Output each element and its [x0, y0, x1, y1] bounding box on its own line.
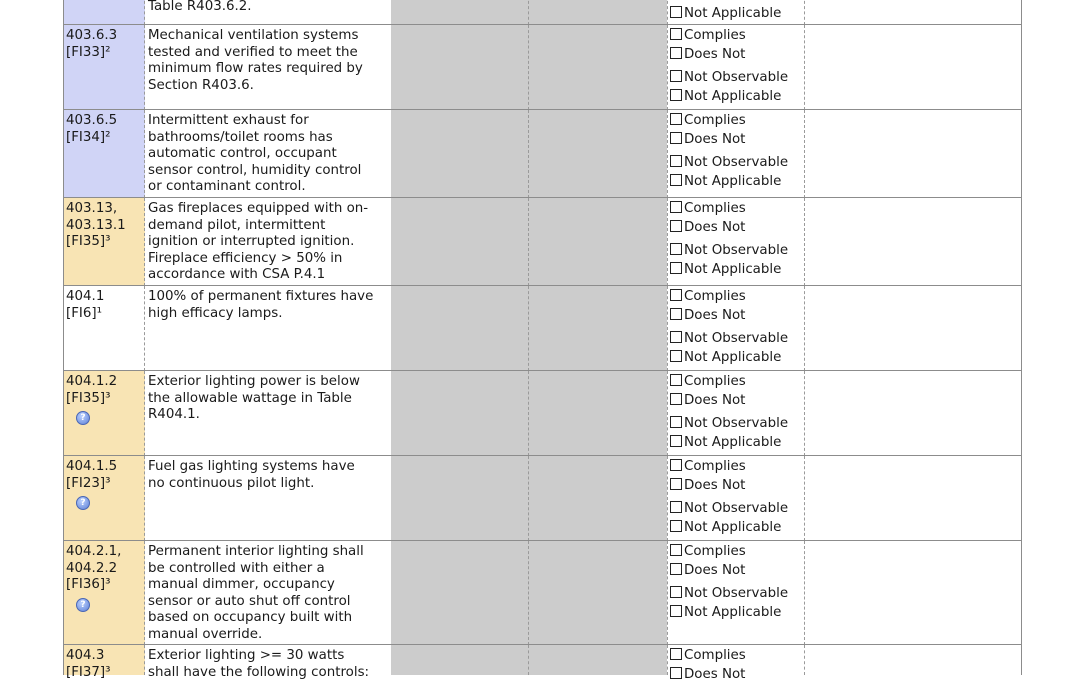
code-cell	[63, 25, 145, 110]
requirement-line: Intermittent exhaust for	[148, 113, 309, 128]
option-label: Does Not	[684, 563, 746, 578]
notes-cell[interactable]	[805, 371, 1022, 456]
option-does-not[interactable]	[670, 562, 745, 579]
requirement-line: demand pilot, intermittent	[148, 217, 326, 233]
row-divider	[63, 540, 1022, 541]
code-cell	[63, 286, 145, 371]
option-complies[interactable]	[670, 458, 746, 475]
requirement-line: accordance with CSA P.4.1	[148, 267, 326, 282]
checkbox[interactable]	[670, 113, 682, 125]
checkbox[interactable]	[670, 174, 682, 186]
shaded-cell	[529, 25, 667, 110]
option-not-applicable[interactable]	[670, 173, 781, 190]
notes-cell[interactable]	[805, 456, 1022, 541]
code-line: 404.1.2	[66, 374, 118, 389]
option-not-applicable[interactable]	[670, 434, 781, 451]
row-divider	[63, 644, 1022, 645]
notes-cell[interactable]	[805, 541, 1022, 645]
notes-cell[interactable]	[805, 110, 1022, 198]
row-divider	[63, 109, 1022, 110]
option-label: Not Observable	[684, 501, 789, 516]
option-label: Does Not	[684, 220, 746, 235]
checklist-row	[63, 371, 1022, 456]
option-label: Not Applicable	[684, 605, 782, 620]
option-label: Not Applicable	[684, 174, 782, 189]
checkbox[interactable]	[670, 243, 682, 255]
notes-cell[interactable]	[805, 0, 1022, 25]
status-cell	[667, 25, 805, 110]
option-label: Complies	[684, 201, 746, 216]
checkbox[interactable]	[670, 155, 682, 167]
shaded-cell	[529, 0, 667, 25]
shaded-cell	[529, 110, 667, 198]
requirement-cell	[145, 25, 391, 110]
requirement-line: based on occupancy built with	[148, 610, 353, 625]
code-line: 404.2.1,	[66, 544, 122, 559]
option-not-observable[interactable]	[670, 154, 788, 171]
checklist-row	[63, 456, 1022, 541]
requirement-cell	[145, 541, 391, 645]
checkbox[interactable]	[670, 289, 682, 301]
option-complies[interactable]	[670, 647, 746, 664]
shaded-cell	[529, 198, 667, 286]
option-not-observable[interactable]	[670, 242, 788, 259]
code-cell	[63, 198, 145, 286]
requirement-line: automatic control, occupant	[148, 146, 337, 161]
requirement-cell	[145, 371, 391, 456]
requirement-cell	[145, 286, 391, 371]
code-ref: [FI37]³	[66, 664, 111, 680]
code-ref: [FI6]¹	[66, 305, 102, 321]
option-not-applicable[interactable]	[670, 604, 781, 621]
code-line: 404.2.2	[66, 560, 118, 576]
help-info-icon[interactable]: ?	[76, 598, 90, 612]
requirement-line: or contaminant control.	[148, 179, 306, 194]
shaded-cell	[391, 0, 529, 25]
option-label: Not Observable	[684, 331, 789, 346]
status-cell	[667, 110, 805, 198]
shaded-cell	[529, 371, 667, 456]
checklist-row	[63, 541, 1022, 645]
code-line: 403.13.1	[66, 217, 126, 233]
option-not-observable[interactable]	[670, 585, 788, 602]
code-cell	[63, 456, 145, 541]
shaded-cell	[391, 110, 529, 198]
code-line: 404.3	[66, 648, 105, 663]
option-complies[interactable]	[670, 112, 746, 129]
requirement-line: Exterior lighting >= 30 watts	[148, 648, 345, 663]
code-ref: [FI34]²	[66, 129, 111, 145]
option-not-observable[interactable]	[670, 330, 788, 347]
checkbox[interactable]	[670, 501, 682, 513]
code-line: 404.1	[66, 289, 105, 304]
requirement-line: R404.1.	[148, 407, 200, 422]
shaded-cell	[529, 286, 667, 371]
option-label: Complies	[684, 28, 746, 43]
requirement-line: Section R403.6.	[148, 77, 254, 93]
row-divider	[63, 285, 1022, 286]
requirement-line: manual override.	[148, 626, 263, 642]
option-label: Not Applicable	[684, 89, 782, 104]
requirement-line: Exterior lighting power is below	[148, 374, 360, 389]
shaded-cell	[391, 371, 529, 456]
option-label: Complies	[684, 113, 746, 128]
requirement-line: Gas fireplaces equipped with on-	[148, 201, 369, 216]
status-cell	[667, 286, 805, 371]
code-ref: [FI35]³	[66, 390, 111, 406]
option-label: Complies	[684, 648, 746, 663]
row-divider	[63, 24, 1022, 25]
code-line: 403.6.3	[66, 28, 118, 43]
checklist-row-partial	[63, 0, 1022, 25]
checkbox[interactable]	[670, 563, 682, 575]
status-cell	[667, 198, 805, 286]
shaded-cell	[391, 198, 529, 286]
requirement-cell	[145, 0, 391, 25]
notes-cell[interactable]	[805, 198, 1022, 286]
checkbox[interactable]	[670, 667, 682, 679]
requirement-line: shall have the following controls:	[148, 664, 370, 680]
checkbox[interactable]	[670, 132, 682, 144]
checklist-row	[63, 198, 1022, 286]
checkbox[interactable]	[670, 220, 682, 232]
option-complies[interactable]	[670, 288, 746, 305]
option-complies[interactable]	[670, 373, 746, 390]
checkbox[interactable]	[670, 459, 682, 471]
option-complies[interactable]	[670, 27, 746, 44]
requirement-line: be controlled with either a	[148, 560, 325, 576]
checkbox[interactable]	[670, 478, 682, 490]
checkbox[interactable]	[670, 89, 682, 101]
checkbox[interactable]	[670, 544, 682, 556]
option-not-observable[interactable]	[670, 500, 788, 517]
code-line: 404.1.5	[66, 459, 118, 474]
checkbox[interactable]	[670, 605, 682, 617]
checkbox[interactable]	[670, 416, 682, 428]
requirement-line: sensor or auto shut off control	[148, 593, 351, 609]
status-cell	[667, 456, 805, 541]
requirement-line: bathrooms/toilet rooms has	[148, 129, 333, 145]
requirement-line: no continuous pilot light.	[148, 475, 315, 491]
option-complies[interactable]	[670, 543, 746, 560]
requirement-line: the allowable wattage in Table	[148, 390, 352, 406]
requirement-line: sensor control, humidity control	[148, 162, 362, 178]
checkbox[interactable]	[670, 28, 682, 40]
option-not-applicable[interactable]	[670, 5, 781, 22]
option-label: Does Not	[684, 393, 746, 408]
option-does-not[interactable]	[670, 219, 745, 236]
row-divider	[63, 370, 1022, 371]
option-label: Not Observable	[684, 155, 789, 170]
code-cell	[63, 645, 145, 680]
row-divider	[63, 455, 1022, 456]
option-does-not[interactable]	[670, 131, 745, 148]
option-label: Not Observable	[684, 243, 789, 258]
requirement-line: 100% of permanent fixtures have	[148, 289, 374, 304]
checkbox[interactable]	[670, 70, 682, 82]
notes-cell[interactable]	[805, 25, 1022, 110]
table-right-border	[1021, 0, 1022, 675]
option-does-not[interactable]	[670, 477, 745, 494]
requirement-line: Fireplace efficiency > 50% in	[148, 250, 343, 266]
option-label: Does Not	[684, 478, 746, 493]
code-cell	[63, 110, 145, 198]
checkbox[interactable]	[670, 374, 682, 386]
table-left-border	[63, 0, 64, 675]
requirement-line: tested and verified to meet the	[148, 44, 358, 60]
code-cell	[63, 0, 145, 25]
checkbox[interactable]	[670, 435, 682, 447]
option-label: Complies	[684, 374, 746, 389]
option-does-not[interactable]	[670, 307, 745, 324]
option-not-applicable[interactable]	[670, 519, 781, 536]
option-not-observable[interactable]	[670, 69, 788, 86]
option-label: Does Not	[684, 47, 746, 62]
shaded-cell	[391, 541, 529, 645]
checkbox[interactable]	[670, 47, 682, 59]
help-info-icon[interactable]: ?	[76, 411, 90, 425]
option-not-applicable[interactable]	[670, 88, 781, 105]
option-label: Not Observable	[684, 416, 789, 431]
status-cell	[667, 0, 805, 25]
requirement-cell	[145, 645, 391, 680]
notes-cell[interactable]	[805, 645, 1022, 675]
checkbox[interactable]	[670, 201, 682, 213]
requirement-line: ignition or interrupted ignition.	[148, 234, 355, 249]
requirement-line: Fuel gas lighting systems have	[148, 459, 355, 474]
option-label: Does Not	[684, 132, 746, 147]
option-label: Complies	[684, 459, 746, 474]
option-does-not[interactable]	[670, 46, 745, 63]
shaded-cell	[529, 456, 667, 541]
code-ref: [FI33]²	[66, 44, 111, 60]
checkbox[interactable]	[670, 331, 682, 343]
option-label: Not Applicable	[684, 435, 782, 450]
code-ref: [FI35]³	[66, 234, 111, 249]
checkbox[interactable]	[670, 350, 682, 362]
code-cell	[63, 371, 145, 456]
requirement-cell	[145, 110, 391, 198]
checkbox[interactable]	[670, 586, 682, 598]
option-label: Does Not	[684, 308, 746, 323]
shaded-cell	[391, 286, 529, 371]
notes-cell[interactable]	[805, 286, 1022, 371]
option-label: Not Applicable	[684, 520, 782, 535]
checkbox[interactable]	[670, 262, 682, 274]
shaded-cell	[391, 456, 529, 541]
code-line: 403.6.5	[66, 113, 118, 128]
requirement-line: manual dimmer, occupancy	[148, 577, 335, 592]
status-cell	[667, 371, 805, 456]
option-label: Not Applicable	[684, 6, 782, 21]
requirement-cell	[145, 198, 391, 286]
option-does-not[interactable]	[670, 392, 745, 409]
option-complies[interactable]	[670, 200, 746, 217]
requirement-line: Mechanical ventilation systems	[148, 28, 359, 43]
requirement-cell	[145, 456, 391, 541]
status-cell	[667, 541, 805, 645]
option-label: Not Applicable	[684, 350, 782, 365]
option-label: Not Applicable	[684, 262, 782, 277]
checklist-row	[63, 25, 1022, 110]
status-cell	[667, 645, 805, 682]
option-not-applicable[interactable]	[670, 349, 781, 366]
option-not-applicable[interactable]	[670, 261, 781, 278]
requirement-line: high efficacy lamps.	[148, 305, 283, 321]
shaded-cell	[391, 25, 529, 110]
option-label: Complies	[684, 289, 746, 304]
checklist-row	[63, 110, 1022, 198]
help-info-icon[interactable]: ?	[76, 496, 90, 510]
checklist-row	[63, 286, 1022, 371]
code-cell	[63, 541, 145, 645]
code-ref: [FI36]³	[66, 577, 111, 592]
option-label: Does Not	[684, 667, 746, 682]
option-label: Not Observable	[684, 70, 789, 85]
option-not-observable[interactable]	[670, 415, 788, 432]
code-ref: [FI23]³	[66, 475, 111, 491]
shaded-cell	[391, 645, 529, 675]
option-label: Not Observable	[684, 586, 789, 601]
option-label: Complies	[684, 544, 746, 559]
checkbox[interactable]	[670, 393, 682, 405]
checkbox[interactable]	[670, 520, 682, 532]
checklist-row	[63, 645, 1022, 682]
requirement-line: minimum flow rates required by	[148, 61, 363, 76]
checkbox[interactable]	[670, 308, 682, 320]
checkbox[interactable]	[670, 648, 682, 660]
requirement-text: Table R403.6.2.	[148, 0, 252, 14]
row-divider	[63, 197, 1022, 198]
requirement-line: Permanent interior lighting shall	[148, 544, 364, 559]
shaded-cell	[529, 645, 667, 675]
checkbox[interactable]	[670, 6, 682, 18]
code-line: 403.13,	[66, 201, 118, 216]
shaded-cell	[529, 541, 667, 645]
